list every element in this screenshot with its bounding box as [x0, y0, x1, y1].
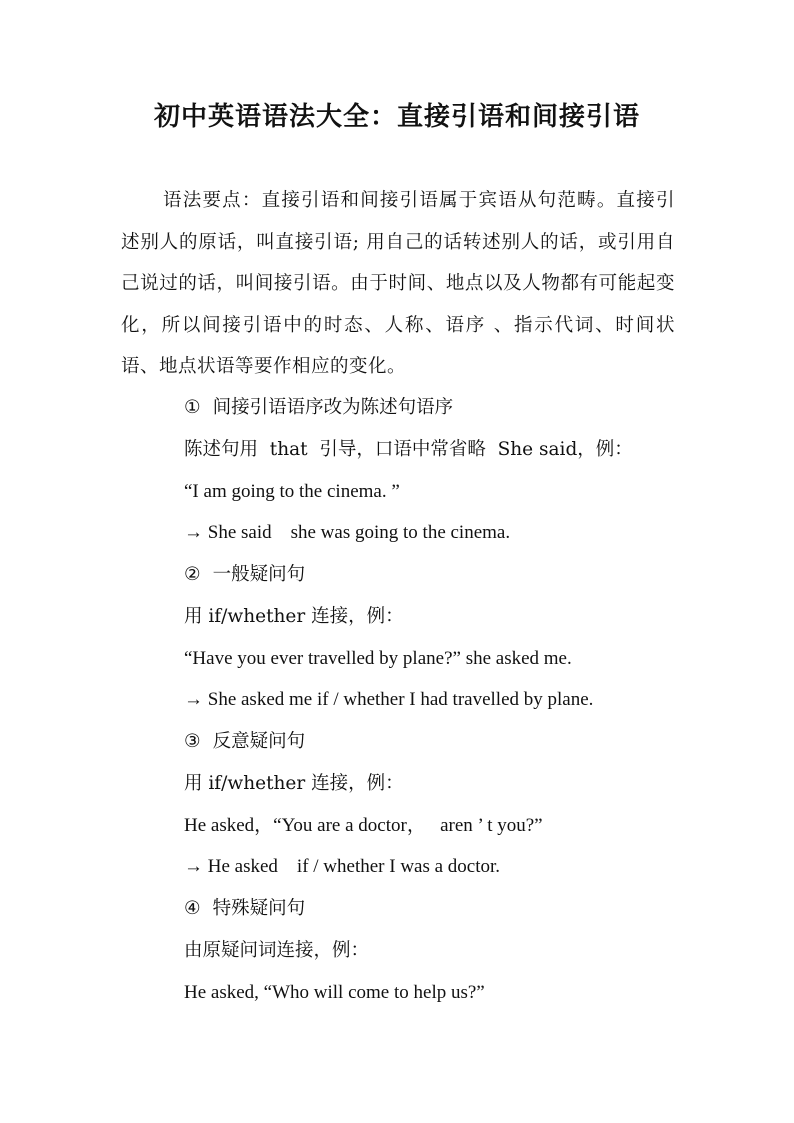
- page-title: 初中英语语法大全：直接引语和间接引语: [153, 102, 640, 132]
- example-sentence: “Have you ever travelled by plane?” she asked me.: [184, 648, 572, 669]
- section-heading: [184, 395, 453, 421]
- section-number: ①: [184, 397, 201, 418]
- example-sentence: He asked, “Who will come to help us?”: [184, 982, 485, 1003]
- section-heading-text: 一般疑问句: [212, 564, 306, 585]
- intro-paragraph: 语法要点：直接引语和间接引语属于宾语从句范畴。直接引述别人的原话，叫直接引语; 用自己的话转述别人的话，或引用自己说过的话，叫间接引语。由于时间、地点以及人物都有可能起变化，所以间接引语中的时态、人称、语序 、指示代词、时间状语、地点状语等要作相应的变化。: [121, 190, 675, 377]
- section-heading-text: 特殊疑问句: [212, 898, 306, 919]
- section-number: ④: [184, 898, 201, 919]
- section-heading: [184, 896, 305, 922]
- rule-text: 由原疑问词连接，例：: [184, 940, 370, 961]
- section-number: ②: [184, 564, 201, 585]
- converted-sentence: → She asked me if / whether I had travelled by plane.: [184, 689, 594, 710]
- rule-text: 用 if/whether 连接，例：: [184, 773, 404, 794]
- section-heading: [184, 729, 305, 755]
- converted-sentence: → He asked if / whether I was a doctor.: [184, 856, 501, 877]
- section-heading: [184, 562, 305, 588]
- example-sentence: He asked，“You are a doctor， aren ’ t you?”: [184, 815, 543, 836]
- rule-text: 陈述句用 that 引导，口语中常省略 She said，例：: [184, 439, 633, 460]
- converted-sentence: → She said she was going to the cinema.: [184, 522, 511, 543]
- section-heading-text: 反意疑问句: [212, 731, 306, 752]
- rule-text: 用 if/whether 连接，例：: [184, 606, 404, 627]
- example-sentence: “I am going to the cinema. ”: [184, 481, 400, 502]
- section-heading-text: 间接引语语序改为陈述句语序: [212, 397, 454, 418]
- section-number: ③: [184, 731, 201, 752]
